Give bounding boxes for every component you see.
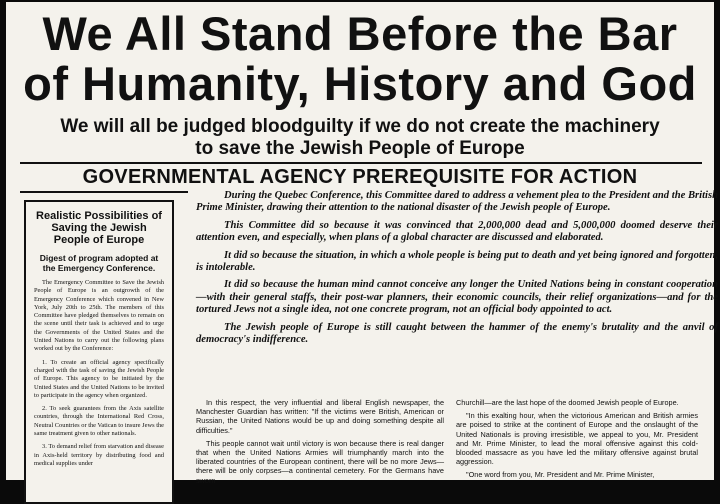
divider-rule-top bbox=[20, 162, 702, 164]
column-paragraph: "In this exalting hour, when the victorious American and British armies are poised to strike at the continent of Europe and the onslaught of the United Nationals is proving irresistible, we appeal to you, Mr. President and Mr. Prime Minister, to lead the moral offensive against this cold-blooded massacre as you have led the military offensive against brutal aggression. bbox=[456, 411, 698, 467]
body-column-2 bbox=[456, 398, 698, 484]
body-column-1 bbox=[196, 398, 444, 489]
sidebar-paragraph: The Emergency Committee to Save the Jewish People of Europe is an outgrowth of the Emergency Conference which convened in New York, July 20th to 25th. The members of this Committee have pledged themselves to remain on the scene until their task is achieved and to urge the Governments of the United States and the United Nations to carry out the following plans worked out by the Conference: bbox=[34, 279, 164, 353]
column-paragraph: Churchill—are the last hope of the doomed Jewish people of Europe. bbox=[456, 398, 679, 407]
sidebar-digest: Digest of program adopted at the Emergency Conference. bbox=[39, 253, 159, 273]
sidebar-title: Realistic Possibilities of Saving the Jewish People of Europe bbox=[36, 210, 162, 246]
sidebar-box bbox=[24, 200, 174, 504]
main-body bbox=[196, 190, 718, 351]
column-paragraph: This people cannot wait until victory is won because there is real danger that when the United Nations Armies will triumphantly march into the liberated countries of the European continent, there will be no more Jews—there will be only corpses—a continental cemetery. For the Germans have sworn bbox=[196, 438, 444, 485]
column-paragraph: "One word from you, Mr. President and Mr. Prime Minister, bbox=[466, 470, 655, 480]
divider-rule-left bbox=[20, 191, 188, 193]
main-paragraph: It did so because the human mind cannot conceive any longer the United Nations being in constant cooperation—with their general staffs, their post-war planners, their economic councils, their relief organizations—and for the tortured Jews not a single idea, not one concrete program, not an official body appointed to act. bbox=[196, 279, 718, 316]
section-heading: GOVERNMENTAL AGENCY PREREQUISITE FOR ACTION bbox=[82, 166, 638, 188]
subheadline-line-2: to save the Jewish People of Europe bbox=[195, 138, 525, 159]
main-paragraph: The Jewish people of Europe is still caught between the hammer of the enemy's brutality and the anvil of democracy's indifference. bbox=[196, 321, 718, 346]
headline-line-2: of Humanity, History and God bbox=[23, 57, 697, 110]
column-paragraph: In this respect, the very influential and liberal English newspaper, the Manchester Guardian has written: "If the victims were British, American or Russian, the United Nations would be up and doing something despite all difficulties." bbox=[196, 398, 444, 435]
sidebar-paragraph: 2. To seek guarantees from the Axis satellite countries, through the International Red Cross, Neutral Countries or the Vatican to insure Jews the same treatment given to other nationals. bbox=[34, 405, 164, 438]
sidebar-paragraph: 1. To create an official agency specifically charged with the task of saving the Jewish People of Europe. This agency to be initiated by the United States and the United Nations to be invited to participate in the agency when organized. bbox=[34, 358, 164, 399]
main-paragraph: During the Quebec Conference, this Committee dared to address a vehement plea to the President and the British Prime Minister, drawing their attention to the national disaster of the Jewish people of Europe. bbox=[196, 190, 718, 214]
subheadline-line-1: We will all be judged bloodguilty if we do not create the machinery bbox=[60, 116, 660, 137]
main-paragraph: It did so because the situation, in which a whole people is being put to death and yet being ignored and forgotten, is intolerable. bbox=[196, 249, 718, 274]
newspaper-page bbox=[6, 2, 718, 485]
main-paragraph: This Committee did so because it was convinced that 2,000,000 dead and 5,000,000 doomed deserve their attention even, and especially, when plans of a global character are discussed and elaborated. bbox=[196, 219, 718, 244]
headline-line-1: We All Stand Before the Bar bbox=[42, 7, 678, 60]
sidebar-paragraph: 3. To demand relief from starvation and disease in Axis-held territory by distributing food and medical supplies under bbox=[34, 443, 164, 467]
